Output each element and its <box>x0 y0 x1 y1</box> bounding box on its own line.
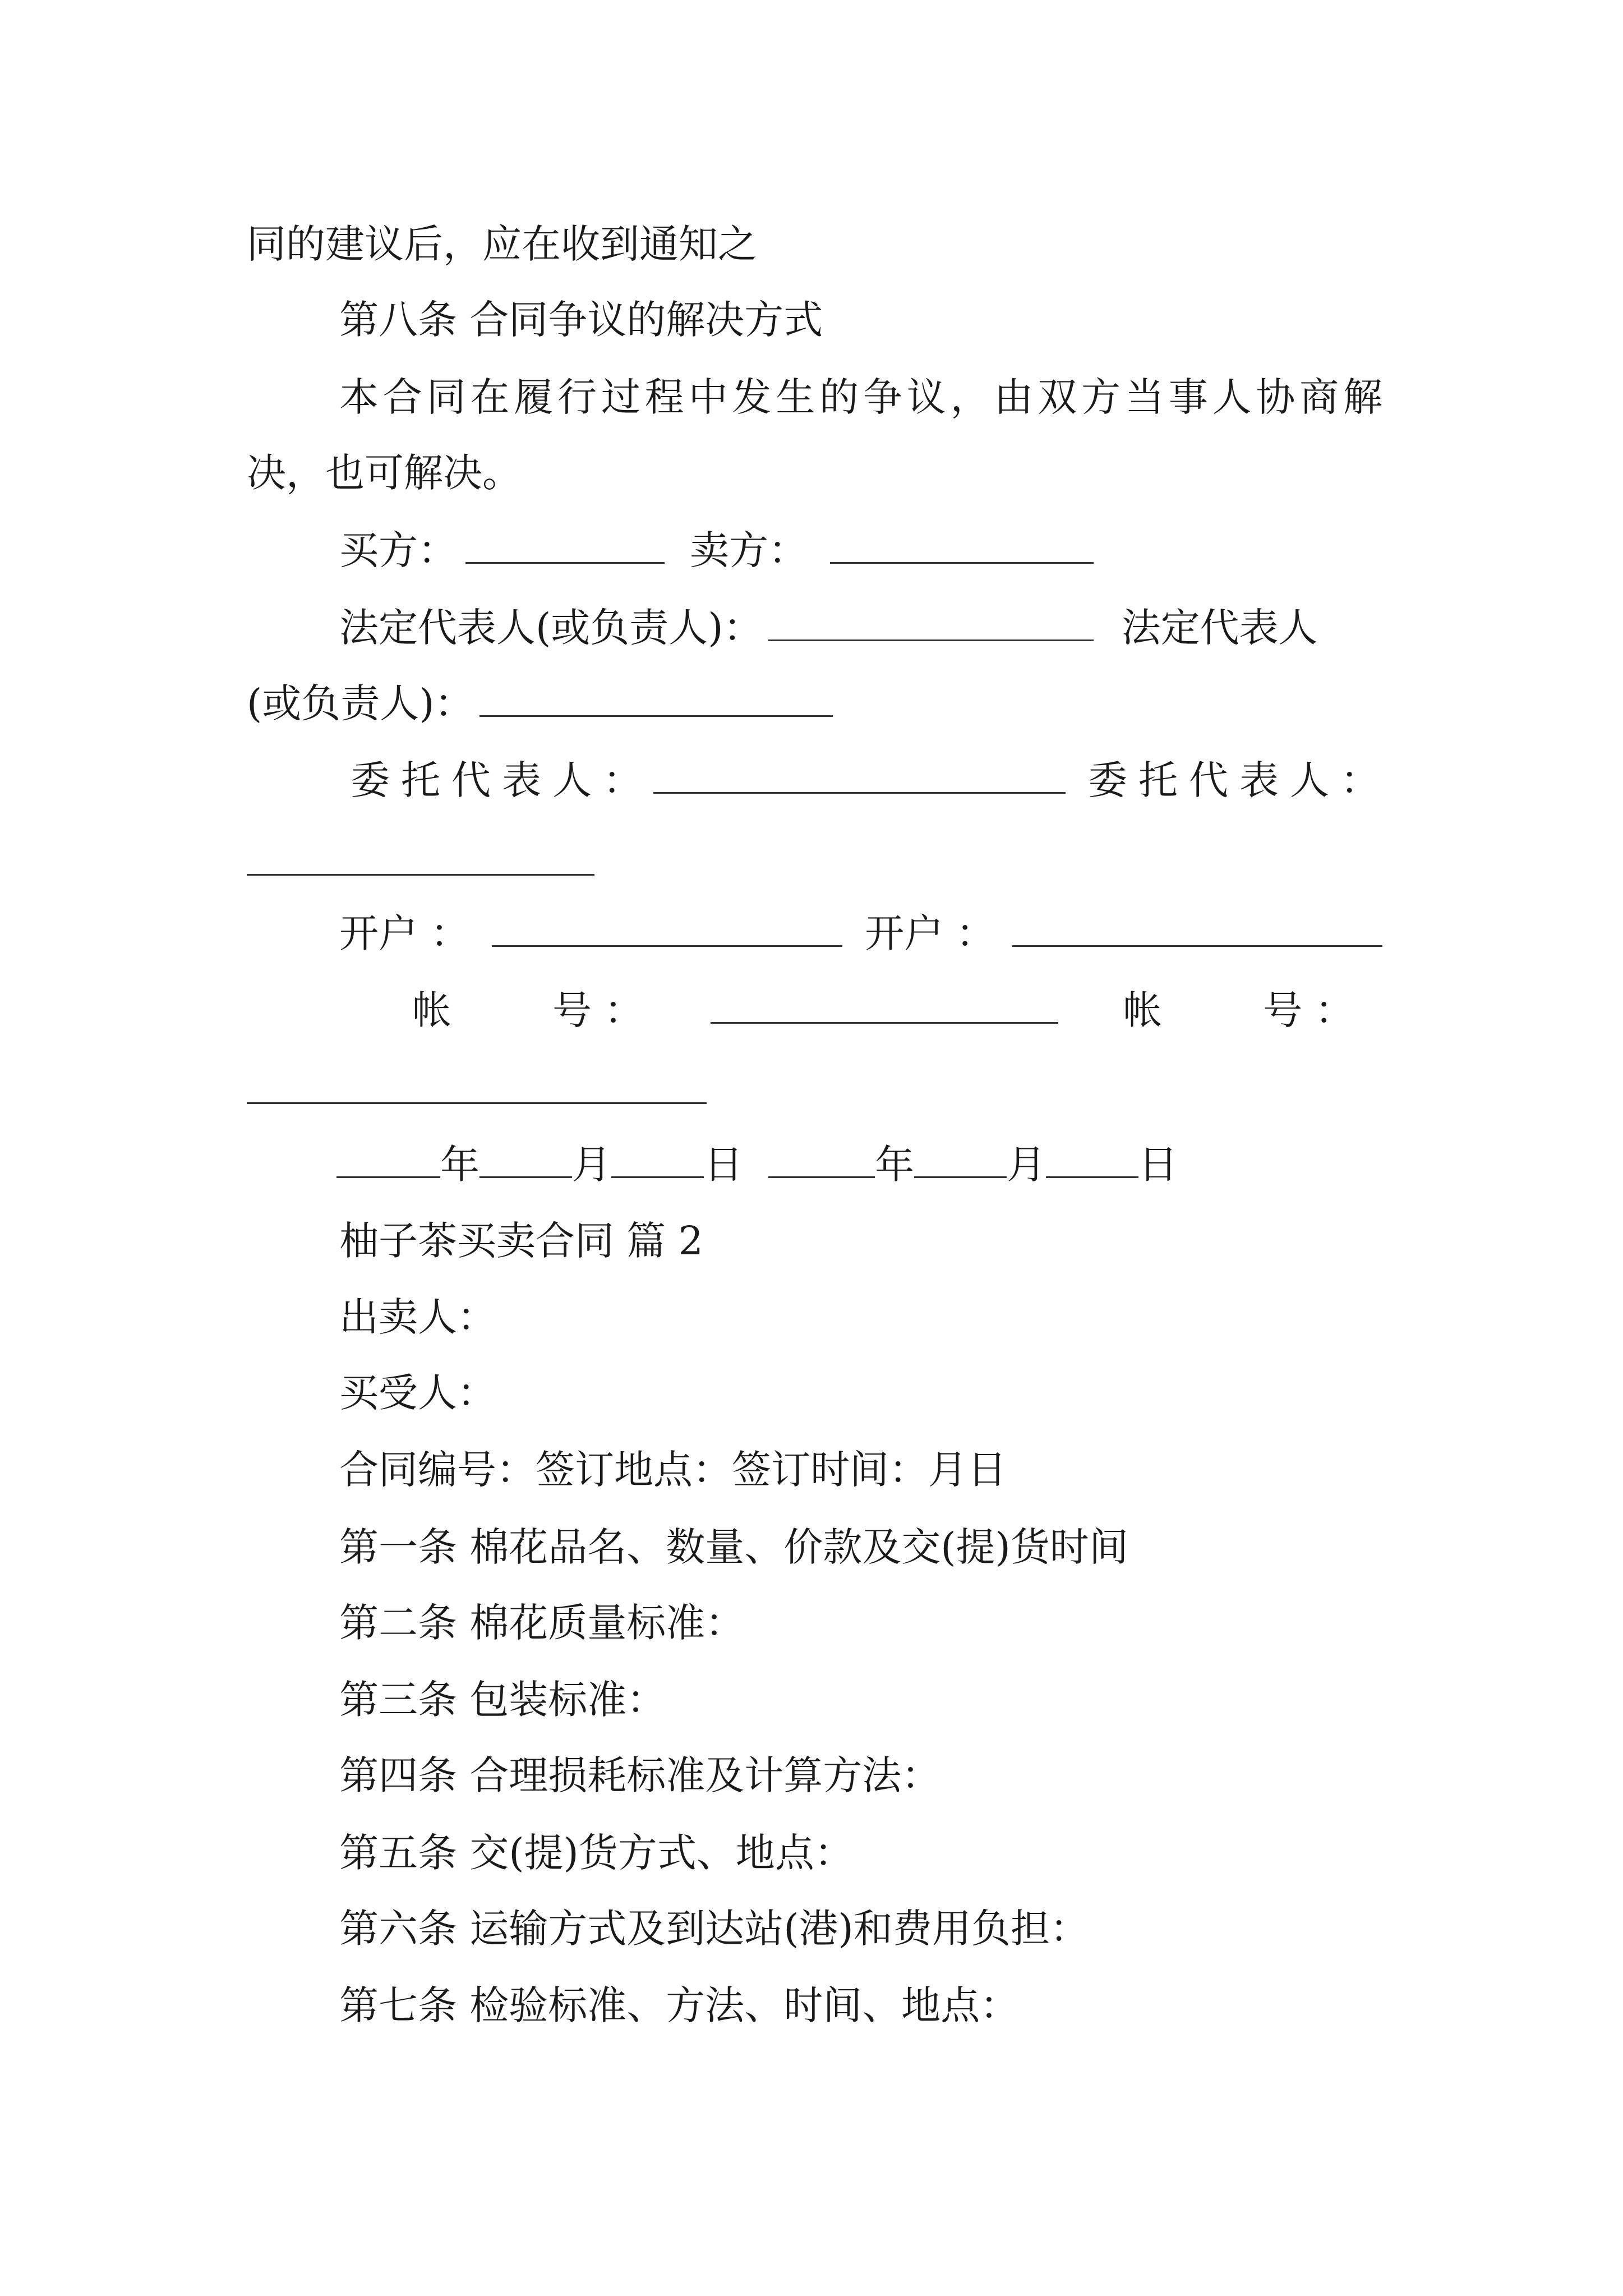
article-1 <box>339 1525 1128 1570</box>
article-6 <box>339 1906 1089 1951</box>
paragraph-line <box>339 375 1382 420</box>
month-label-2: 月 <box>1007 1142 1046 1188</box>
account-label-2b: 号 ： <box>1263 987 1354 1033</box>
legal-rep-label-2: 法定代表人 <box>1121 605 1318 651</box>
contract-info <box>339 1447 1007 1492</box>
text: 第一条 棉花品名、数量、价款及交(提)货时间 <box>339 1524 1128 1570</box>
bank-label: 开户 ： <box>339 910 470 956</box>
day-label: 日 <box>704 1142 743 1188</box>
article-4 <box>339 1753 940 1798</box>
account-blank <box>711 987 1058 1024</box>
text: 第三条 包装标准： <box>339 1677 666 1723</box>
legal-rep-blank-2 <box>479 680 833 717</box>
text: 合同编号：签订地点：签订时间：月日 <box>339 1447 1007 1493</box>
text: 第八条 合同争议的解决方式 <box>339 297 823 343</box>
year-blank-2 <box>768 1142 875 1178</box>
year-blank <box>336 1142 440 1178</box>
article-7 <box>339 1983 1019 2028</box>
text: 第二条 棉花质量标准： <box>339 1600 745 1646</box>
legal-rep-label: 法定代表人(或负责人)： <box>339 605 763 651</box>
legal-rep-label-2-cont: (或负责人)： <box>247 680 474 726</box>
month-label: 月 <box>572 1142 611 1188</box>
text: 买受人： <box>339 1370 496 1416</box>
text: 第四条 合理损耗标准及计算方法： <box>339 1752 941 1798</box>
buyer-label: 买方： <box>339 527 457 573</box>
agent-blank <box>653 757 1066 794</box>
account-line <box>412 987 1354 1033</box>
paragraph-line <box>247 222 757 266</box>
buyer-blank <box>465 527 665 564</box>
year-label-2: 年 <box>875 1142 914 1188</box>
text: 出卖人： <box>339 1294 496 1340</box>
bank-line <box>339 910 1382 956</box>
year-label: 年 <box>440 1142 479 1188</box>
text: 第七条 检验标准、方法、时间、地点： <box>339 1982 1020 2028</box>
paragraph-line <box>247 450 522 495</box>
bank-blank-2 <box>1012 910 1382 947</box>
seller-party <box>339 1295 496 1340</box>
account-label-b: 号 ： <box>552 987 644 1033</box>
agent-line <box>351 757 1391 803</box>
buyer-party <box>339 1370 496 1415</box>
bank-label-2: 开户 ： <box>865 910 995 956</box>
day-blank <box>611 1142 704 1178</box>
text: 同的建议后，应在收到通知之 <box>247 221 757 267</box>
text: 柚子茶买卖合同 篇 2 <box>339 1218 704 1264</box>
day-blank-2 <box>1046 1142 1138 1178</box>
text: 本合同在履行过程中发生的争议，由双方当事人协商解 <box>339 374 1382 420</box>
account-label-2a: 帐 <box>1123 987 1163 1033</box>
text: 第六条 运输方式及到达站(港)和费用负担： <box>339 1906 1089 1952</box>
text: 第五条 交(提)货方式、地点： <box>339 1830 854 1876</box>
agent-blank-2 <box>247 874 594 876</box>
account-label-a: 帐 <box>412 987 451 1033</box>
agent-label: 委托代表人： <box>351 757 653 803</box>
seller-label: 卖方： <box>690 527 808 573</box>
bank-blank <box>492 910 842 947</box>
month-blank <box>479 1142 572 1178</box>
seller-blank <box>830 527 1094 564</box>
legal-rep-blank <box>768 605 1094 641</box>
legal-rep-line <box>339 605 1318 650</box>
article-3 <box>339 1677 666 1722</box>
section-title <box>339 1218 703 1263</box>
article-5 <box>339 1830 854 1875</box>
legal-rep-line-2 <box>247 680 833 726</box>
article-2 <box>339 1600 744 1645</box>
date-line <box>336 1142 1178 1187</box>
month-blank-2 <box>914 1142 1007 1178</box>
day-label-2: 日 <box>1138 1142 1178 1188</box>
account-blank-2 <box>247 1102 707 1104</box>
article-8-heading <box>339 297 823 342</box>
agent-label-2: 委托代表人： <box>1088 757 1391 803</box>
buyer-seller-line <box>339 527 1094 573</box>
text: 决，也可解决。 <box>247 450 522 496</box>
